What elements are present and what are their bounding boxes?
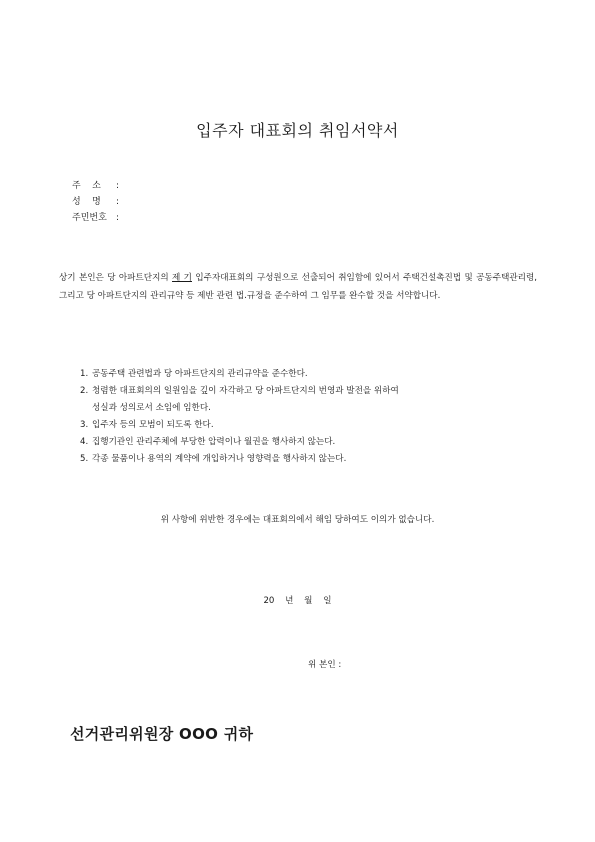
- addressee: 선거관리위원장 OOO 귀하: [70, 725, 254, 743]
- item-number: 2.: [80, 386, 89, 396]
- name-label: 성 명: [72, 197, 101, 207]
- name-colon: :: [116, 197, 120, 207]
- resident-number-field: [72, 210, 119, 223]
- item-text: 공동주택 관련법과 당 아파트단지의 관리규약을 준수한다.: [92, 369, 308, 379]
- item-number: 5.: [80, 454, 89, 464]
- item-continuation: 성실과 성의로서 소임에 임한다.: [92, 403, 211, 413]
- list-item: [80, 417, 520, 434]
- pledge-paragraph: [59, 270, 537, 305]
- list-item: [80, 383, 520, 400]
- date-line: 20 년 월 일: [263, 596, 332, 606]
- item-text: 청렴한 대표회의의 일원임을 깊이 자각하고 당 아파트단지의 번영과 발전을 위하여: [92, 386, 399, 396]
- list-item: [80, 451, 520, 468]
- signature-line: 위 본인 :: [308, 660, 342, 670]
- pledge-list: [80, 366, 520, 468]
- violation-notice: 위 사항에 위반한 경우에는 대표회의에서 해임 당하여도 이의가 없습니다.: [160, 515, 435, 525]
- resident-number-colon: :: [116, 213, 120, 223]
- resident-number-label: 주민번호: [72, 213, 107, 223]
- item-number: 1.: [80, 369, 89, 379]
- item-number: 4.: [80, 437, 89, 447]
- item-text: 입주자 등의 모범이 되도록 한다.: [92, 420, 214, 430]
- item-text: 집행기관인 관리주체에 부당한 압력이나 월권을 행사하지 않는다.: [92, 437, 336, 447]
- address-colon: :: [116, 181, 120, 191]
- item-number: 3.: [80, 420, 89, 430]
- name-field: [72, 194, 119, 207]
- document-title: 입주자 대표회의 취임서약서: [196, 121, 399, 140]
- address-field: [72, 178, 119, 191]
- list-item: [80, 434, 520, 451]
- paragraph-pre: 상기 본인은 당 아파트단지의: [59, 273, 173, 283]
- list-item: [80, 366, 520, 383]
- term-blank: 제 기: [172, 273, 192, 283]
- item-text: 각종 물품이나 용역의 계약에 개입하거나 영향력을 행사하지 않는다.: [92, 454, 347, 464]
- paragraph-post: 입주자대표회의 구성원으로 선출되어 취임함에 있어서 주택건설촉진법 및 공동주택관리령, 그리고 당 아파트단지의 관리규약 등 제반 관련 법.규정을 준수하여 그 임무를 완수할 것을 서약합니다.: [59, 273, 538, 301]
- address-label: 주 소: [72, 181, 101, 191]
